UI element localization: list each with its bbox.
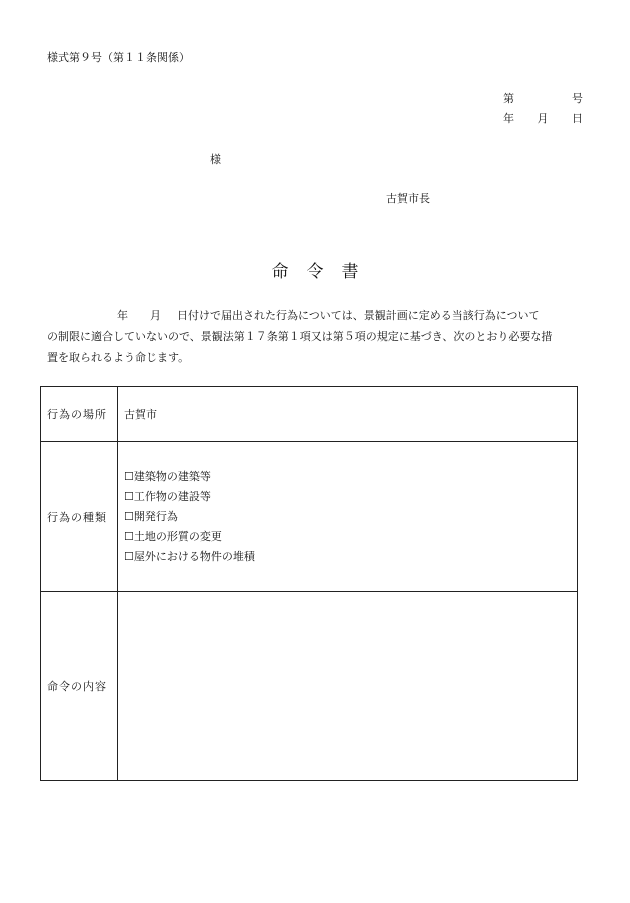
- body-line-3: 置を取られるよう命じます。: [47, 351, 190, 364]
- form-label: 様式第９号（第１１条関係）: [47, 51, 190, 64]
- addressee: 様: [210, 153, 221, 166]
- location-row: [41, 387, 578, 442]
- content-label: 命令の内容: [41, 592, 118, 781]
- type-options: [118, 442, 578, 592]
- option-structure[interactable]: ☐工作物の建設等: [124, 489, 211, 503]
- number-suffix: 号: [572, 92, 583, 105]
- body-line-2: の制限に適合していないので、景観法第１７条第１項又は第５項の規定に基づき、次のとおり必要な措: [47, 330, 553, 343]
- location-label: 行為の場所: [41, 387, 118, 442]
- option-outdoor-storage[interactable]: ☐屋外における物件の堆積: [124, 549, 255, 563]
- date-year: 年: [503, 112, 514, 125]
- body-line-1: [47, 305, 583, 326]
- document-title: 命令書: [271, 262, 377, 282]
- body-year: 年: [117, 309, 128, 322]
- content-row: [41, 592, 578, 781]
- body-month: 月: [150, 309, 161, 322]
- option-land-alteration[interactable]: ☐土地の形質の変更: [124, 529, 222, 543]
- document-number: [503, 90, 583, 106]
- body-line-1-text: 日付けで届出された行為については、景観計画に定める当該行為について: [177, 309, 540, 322]
- date-day: 日: [572, 112, 583, 125]
- order-table: [40, 386, 578, 781]
- content-value[interactable]: [118, 592, 578, 781]
- option-development[interactable]: ☐開発行為: [124, 509, 178, 523]
- body-text: [47, 305, 583, 368]
- type-row: [41, 442, 578, 592]
- number-prefix: 第: [503, 92, 514, 105]
- option-building[interactable]: ☐建築物の建築等: [124, 469, 211, 483]
- date-month: 月: [537, 112, 549, 125]
- issue-date: [503, 110, 583, 126]
- issuer: 古賀市長: [386, 192, 430, 205]
- location-value: 古賀市: [118, 387, 578, 442]
- type-label: 行為の種類: [41, 442, 118, 592]
